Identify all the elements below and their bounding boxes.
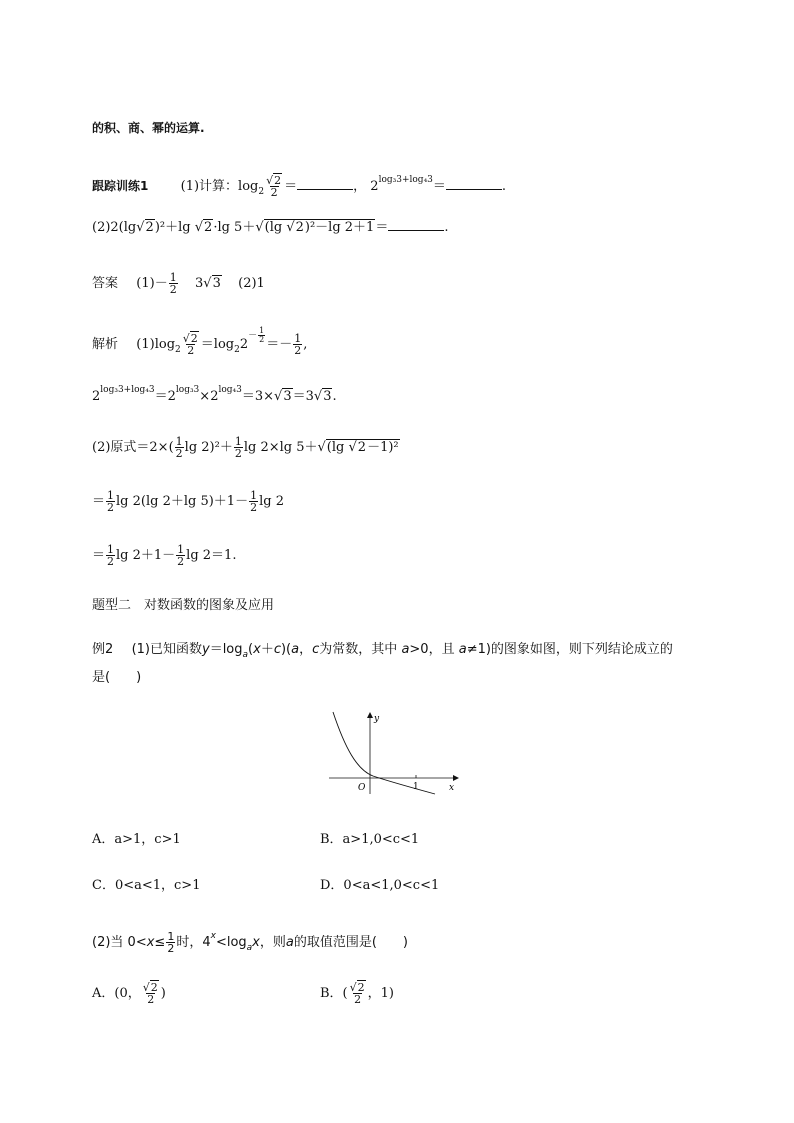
period-2: . <box>444 220 449 235</box>
equals: ＝ <box>284 179 298 194</box>
analysis-line-2: $2^{log_33+log_43}=2^{log_33}\times 2^{log_43}=3\times√3=3√3$. <box>92 385 337 404</box>
header-line: 的积、商、幂的运算. <box>92 121 205 135</box>
example2-line-2: 是( ) <box>92 670 142 685</box>
option-1b[interactable]: B．a>1,0<c<1 <box>320 832 420 847</box>
answer-p1: (1)－ <box>136 276 168 291</box>
tracking-p1-prefix: (1)计算：log <box>180 179 259 194</box>
option-2a[interactable]: A．(0， $\frac{√2}{2}$ ) <box>92 981 166 1006</box>
p2-a: (2)2(lg <box>92 220 137 235</box>
answer-blank-2[interactable] <box>446 177 502 190</box>
answer-p2: (2)1 <box>238 276 265 291</box>
x-label: x <box>449 783 455 793</box>
p2-c: ·lg 5＋ <box>213 220 256 235</box>
answer-line: 答案 (1)－ $\frac{1}{2}$ 3√3 (2)1 <box>92 271 265 296</box>
log-base: 2 <box>258 187 265 197</box>
period: . <box>501 179 507 194</box>
origin-label: O <box>358 783 366 793</box>
log-function-graph <box>325 708 465 798</box>
q2-line: (2)当 0<x≤ $\frac{1}{2}$ 时，$4^x<\log_ax$，则a的取值范围是( ) <box>92 930 409 955</box>
p2-equals: ＝ <box>375 220 389 235</box>
analysis-line-3: (2)原式＝2×( $\frac{1}{2}$ lg 2)²＋ $\frac{1}{2}$ lg 2×lg 5＋√(lg √2－1)² <box>92 435 399 460</box>
base-2: 2 <box>370 179 379 194</box>
answer-val2: 3 <box>195 276 204 291</box>
analysis-line-1: 解析 $(1)\log_2$ $\frac{√2}{2}$ $=\log_22^{- \frac{1}{2}}$ ＝－ $\frac{1}{2}$ , <box>92 326 308 357</box>
option-2b[interactable]: B．( $\frac{√2}{2}$ ，1) <box>320 981 394 1006</box>
analysis-line-5: ＝ $\frac{1}{2}$ lg 2＋1－ $\frac{1}{2}$ lg 2＝1. <box>92 543 237 568</box>
x-axis-arrow <box>453 775 459 781</box>
analysis-label: 解析 <box>92 337 119 352</box>
y-label: y <box>374 714 380 724</box>
section-title: 题型二 对数函数的图象及应用 <box>92 598 275 613</box>
answer-blank-1[interactable] <box>297 177 353 190</box>
analysis-line-4: ＝ $\frac{1}{2}$ lg 2(lg 2＋lg 5)＋1－ $\frac{1}{2}$ lg 2 <box>92 489 284 514</box>
y-axis-arrow <box>367 712 373 718</box>
answer-label: 答案 <box>92 276 119 291</box>
sqrt2-over-2: $\frac{√2}{2}$ <box>266 174 282 199</box>
tracking-label: 跟踪训练1 <box>92 179 149 193</box>
tracking-line-2: (2)2(lg√2)²＋lg √2·lg 5＋√(lg √2)²－lg 2＋1＝ . <box>92 220 449 235</box>
exponent-expr: log₃3+log₄3 <box>378 175 433 185</box>
p2-b: )²＋lg <box>154 220 191 235</box>
tracking-line-1 <box>92 170 506 202</box>
comma: ， <box>353 179 367 194</box>
option-1d[interactable]: D．0<a<1,0<c<1 <box>320 878 440 893</box>
option-1c[interactable]: C．0<a<1，c>1 <box>92 878 201 893</box>
equals-2: ＝ <box>432 179 446 194</box>
example-label: 例2 <box>92 642 114 657</box>
option-1a[interactable]: A．a>1，c>1 <box>92 832 181 847</box>
function-curve <box>333 712 435 794</box>
example2-line-1: 例2 (1)已知函数$y=\log_a(x+c)(a$，c为常数，其中 a>0，且 a≠1)的图象如图，则下列结论成立的 <box>92 642 673 660</box>
tick-label-1: 1 <box>413 782 419 792</box>
answer-blank-3[interactable] <box>388 218 444 231</box>
